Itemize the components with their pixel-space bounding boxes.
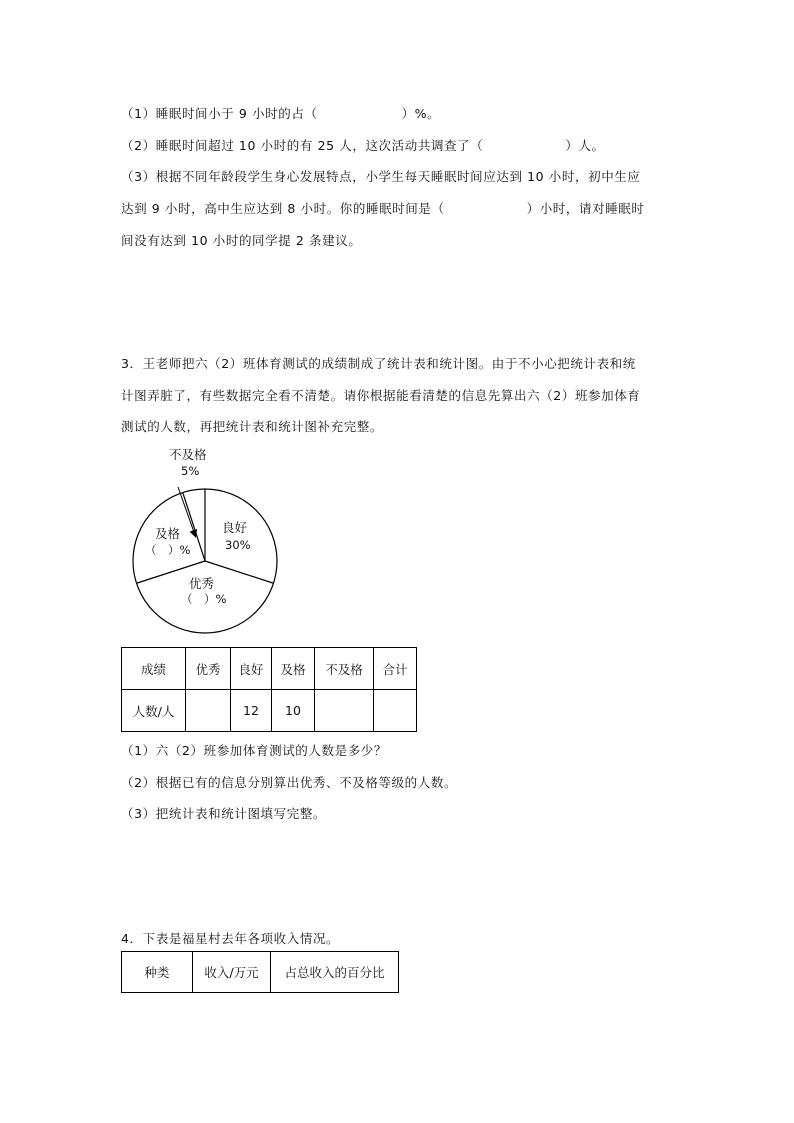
income-table — [121, 951, 399, 993]
score-data-cell — [374, 690, 417, 732]
q3-intro-line2: 计图弄脏了，有些数据完全看不清楚。请你根据能看清楚的信息先算出六（2）班参加体育 — [121, 388, 641, 403]
slice-label-fail: 不及格 — [169, 447, 207, 462]
score-header-cell: 成绩 — [122, 648, 186, 690]
slice-value-pass: （ ）% — [145, 543, 191, 557]
q3-intro-line3: 测试的人数，再把统计表和统计图补充完整。 — [121, 419, 384, 434]
slice-label-excellent: 优秀 — [189, 576, 215, 591]
income-header-cell: 收入/万元 — [193, 952, 271, 993]
score-header-cell: 及格 — [272, 648, 315, 690]
slice-label-good: 良好 — [222, 520, 248, 535]
q2-3-line3: 间没有达到 10 小时的同学提 2 条建议。 — [121, 233, 362, 248]
q2-3-line1: （3）根据不同年龄段学生身心发展特点，小学生每天睡眠时间应达到 10 小时，初中生应 — [121, 169, 641, 184]
pie-chart — [125, 440, 295, 635]
score-data-cell: 人数/人 — [122, 690, 186, 732]
q2-3-line2 — [121, 199, 645, 217]
income-header-cell: 占总收入的百分比 — [271, 952, 399, 993]
q2-1-pre: （1）睡眠时间小于 9 小时的占（ — [121, 106, 318, 121]
q3-question-1: （1）六（2）班参加体育测试的人数是多少？ — [121, 743, 388, 758]
q2-1-post: ）%。 — [401, 106, 441, 121]
income-header-cell: 种类 — [122, 952, 193, 993]
q3-question-2: （2）根据已有的信息分别算出优秀、不及格等级的人数。 — [121, 775, 458, 790]
score-data-cell: 10 — [272, 690, 315, 732]
score-header-cell: 良好 — [231, 648, 272, 690]
q4-intro: 4．下表是福星村去年各项收入情况。 — [121, 931, 340, 946]
score-table-data-row — [122, 690, 417, 732]
score-data-cell — [186, 690, 231, 732]
q2-1 — [121, 104, 440, 122]
slice-value-fail: 5% — [181, 464, 200, 478]
q2-2-post: ）人。 — [565, 138, 605, 153]
q3-intro-line1: 3．王老师把六（2）班体育测试的成绩制成了统计表和统计图。由于不小心把统计表和统 — [121, 356, 636, 371]
q3-question-3: （3）把统计表和统计图填写完整。 — [121, 806, 327, 821]
score-header-cell: 不及格 — [315, 648, 374, 690]
slice-value-good: 30% — [225, 538, 251, 552]
score-header-cell: 合计 — [374, 648, 417, 690]
score-table-header-row — [122, 648, 417, 690]
slice-label-pass: 及格 — [155, 526, 181, 541]
income-table-header-row — [122, 952, 399, 993]
score-data-cell: 12 — [231, 690, 272, 732]
score-data-cell — [315, 690, 374, 732]
q2-3-line2-post: ）小时，请对睡眠时 — [526, 201, 645, 216]
score-header-cell: 优秀 — [186, 648, 231, 690]
q2-2 — [121, 136, 605, 154]
slice-value-excellent: （ ）% — [181, 592, 227, 606]
q2-2-pre: （2）睡眠时间超过 10 小时的有 25 人，这次活动共调查了（ — [121, 138, 484, 153]
score-table — [121, 647, 417, 732]
q2-3-line2-pre: 达到 9 小时，高中生应达到 8 小时。你的睡眠时间是（ — [121, 201, 445, 216]
